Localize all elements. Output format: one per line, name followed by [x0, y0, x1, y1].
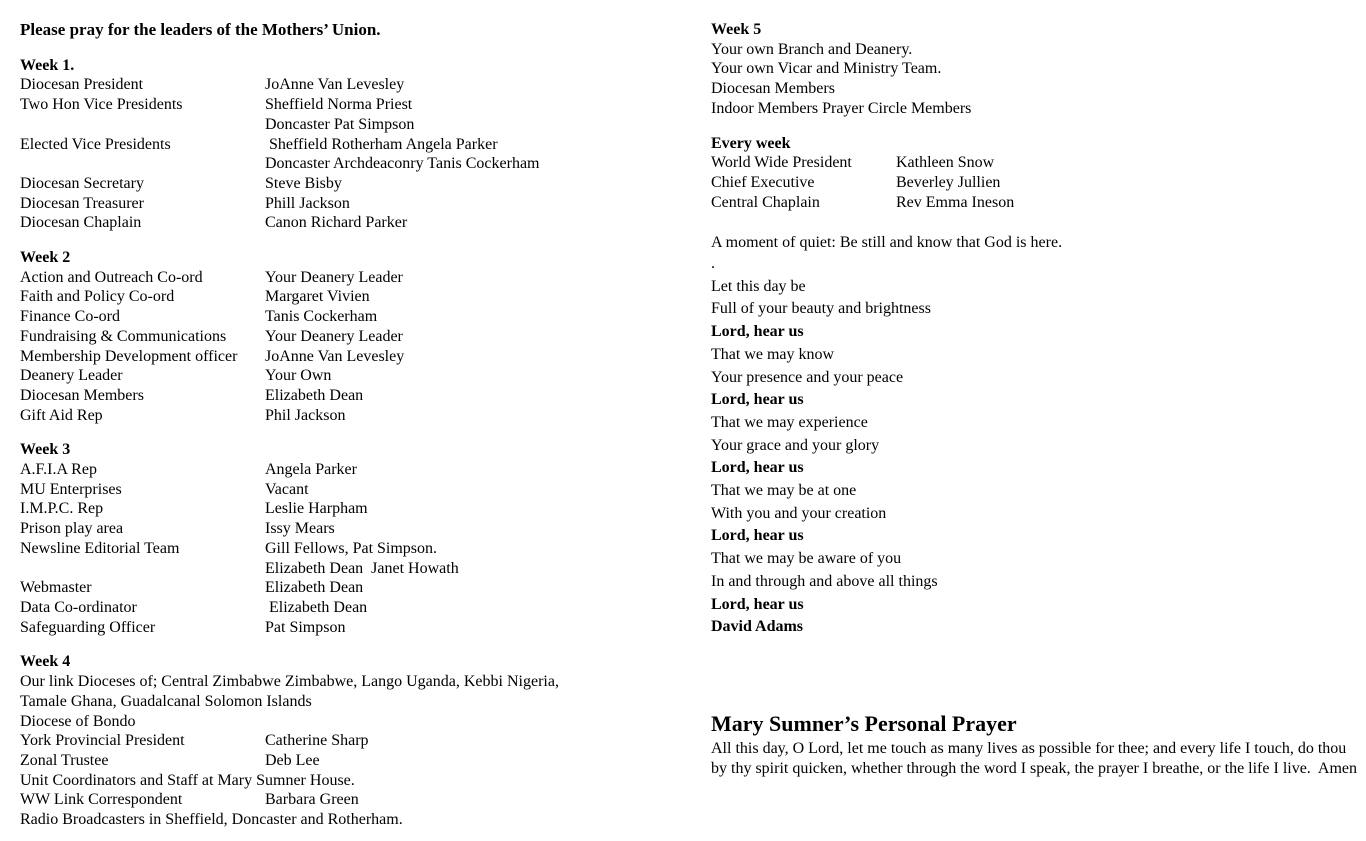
role-label: Action and Outreach Co-ord [20, 268, 203, 286]
prayer-list-row [20, 366, 688, 386]
person-name: Issy Mears [265, 520, 335, 538]
role-label: Elected Vice Presidents [20, 135, 171, 153]
prayer-line: Your presence and your peace [711, 368, 904, 386]
role-label: Faith and Policy Co-ord [20, 288, 175, 306]
person-name: Elizabeth Dean [265, 386, 364, 404]
prayer-author: David Adams [711, 618, 804, 636]
document-title: Please pray for the leaders of the Mothers’ Union. [20, 20, 381, 39]
mary-sumner-heading: Mary Sumner’s Personal Prayer [711, 710, 1017, 736]
week-2-section [20, 248, 688, 425]
prayer-line: With you and your creation [711, 504, 887, 522]
week-heading: Week 2 [20, 249, 71, 267]
role-label: Gift Aid Rep [20, 406, 103, 424]
week5-line: Your own Branch and Deanery. [711, 40, 913, 58]
prayer-list-row [20, 287, 688, 307]
role-label: Central Chaplain [711, 193, 820, 211]
prayer-list-row [20, 578, 688, 598]
week5-line: Your own Vicar and Ministry Team. [711, 60, 942, 78]
role-label [20, 115, 265, 135]
prayer-section [711, 253, 1361, 639]
week-heading: Week 1. [20, 56, 75, 74]
role-label: Fundraising & Communications [20, 327, 227, 345]
role-label: Zonal Trustee [20, 751, 109, 769]
role-label: Diocesan Chaplain [20, 214, 142, 232]
role-label: Webmaster [20, 579, 92, 597]
week5-line: Indoor Members Prayer Circle Members [711, 99, 972, 117]
prayer-list-row [20, 115, 688, 135]
person-name: Leslie Harpham [265, 500, 368, 518]
prayer-list-line: Unit Coordinators and Staff at Mary Sumner House. [20, 771, 355, 789]
week-3-section [20, 440, 688, 637]
prayer-list-row [20, 559, 688, 579]
role-label: MU Enterprises [20, 480, 122, 498]
person-name: Phill Jackson [265, 194, 350, 212]
every-week-heading: Every week [711, 134, 791, 152]
prayer-list-line: Radio Broadcasters in Sheffield, Doncaster and Rotherham. [20, 811, 403, 829]
role-label [20, 154, 265, 174]
person-name: JoAnne Van Levesley [265, 347, 405, 365]
prayer-list-row [20, 618, 688, 638]
prayer-list-row [20, 347, 688, 367]
role-label: Diocesan Treasurer [20, 194, 144, 212]
prayer-list-row [20, 213, 688, 233]
person-name: Barbara Green [265, 791, 359, 809]
person-name: Elizabeth Dean [265, 598, 368, 616]
prayer-list-row [20, 480, 688, 500]
role-label: Diocesan Members [20, 386, 144, 404]
role-label: Finance Co-ord [20, 308, 120, 326]
person-name: Angela Parker [265, 461, 357, 479]
every-week-section [711, 134, 1361, 213]
prayer-line: That we may experience [711, 413, 868, 431]
prayer-list-row [20, 194, 688, 214]
prayer-list-row [20, 95, 688, 115]
person-name: Elizabeth Dean Janet Howath [265, 559, 459, 577]
prayer-response: Lord, hear us [711, 391, 804, 409]
role-label: Data Co-ordinator [20, 598, 137, 616]
role-label: Safeguarding Officer [20, 618, 156, 636]
prayer-list-row [20, 135, 688, 155]
mary-sumner-section [711, 711, 1361, 779]
person-name: Vacant [265, 480, 309, 498]
person-name: Phil Jackson [265, 406, 346, 424]
prayer-response: Lord, hear us [711, 527, 804, 545]
prayer-line: Full of your beauty and brightness [711, 300, 931, 318]
week-heading: Week 4 [20, 653, 71, 671]
person-name: Your Deanery Leader [265, 268, 403, 286]
person-name: Deb Lee [265, 751, 320, 769]
role-label: Diocesan President [20, 76, 144, 94]
person-name: Steve Bisby [265, 174, 342, 192]
role-label [20, 559, 265, 579]
role-label: York Provincial President [20, 732, 185, 750]
role-label: Diocesan Secretary [20, 174, 144, 192]
prayer-list-row [20, 386, 688, 406]
left-column [20, 20, 688, 830]
week-4-section [20, 652, 688, 829]
prayer-list-row [20, 519, 688, 539]
prayer-list-row [711, 173, 1361, 193]
person-name: Beverley Jullien [896, 173, 1001, 191]
prayer-response: Lord, hear us [711, 595, 804, 613]
prayer-line: In and through and above all things [711, 572, 938, 590]
person-name: Sheffield Norma Priest [265, 96, 413, 114]
role-label: Membership Development officer [20, 347, 238, 365]
role-label: WW Link Correspondent [20, 791, 183, 809]
prayer-list-line: Our link Dioceses of; Central Zimbabwe Zimbabwe, Lango Uganda, Kebbi Nigeria, [20, 673, 559, 691]
role-label: Deanery Leader [20, 367, 123, 385]
person-name: JoAnne Van Levesley [265, 76, 405, 94]
person-name: Pat Simpson [265, 618, 346, 636]
person-name: Catherine Sharp [265, 732, 369, 750]
prayer-line: That we may be at one [711, 482, 857, 500]
week-1-section [20, 56, 688, 233]
prayer-list-row [20, 731, 688, 751]
prayer-line: Let this day be [711, 277, 806, 295]
prayer-list-row [20, 751, 688, 771]
prayer-line: Your grace and your glory [711, 436, 880, 454]
prayer-line: That we may be aware of you [711, 550, 902, 568]
person-name: Rev Emma Ineson [896, 193, 1015, 211]
person-name: Elizabeth Dean [265, 579, 364, 597]
week5-line: Diocesan Members [711, 80, 835, 98]
week-heading: Week 5 [711, 21, 762, 38]
person-name: Sheffield Rotherham Angela Parker [265, 135, 498, 153]
prayer-list-line: Tamale Ghana, Guadalcanal Solomon Islands [20, 692, 312, 710]
person-name: Your Deanery Leader [265, 327, 403, 345]
prayer-list-row [20, 539, 688, 559]
person-name: Gill Fellows, Pat Simpson. [265, 539, 438, 557]
prayer-response: Lord, hear us [711, 459, 804, 477]
prayer-list-row [711, 193, 1361, 213]
prayer-list-row [20, 790, 688, 810]
prayer-list-row [20, 499, 688, 519]
prayer-list-row [20, 174, 688, 194]
prayer-list-row [20, 460, 688, 480]
prayer-list-row [20, 598, 688, 618]
role-label: Chief Executive [711, 173, 815, 191]
right-column [711, 20, 1361, 779]
person-name: Kathleen Snow [896, 154, 995, 172]
person-name: Doncaster Pat Simpson [265, 115, 415, 133]
prayer-line: That we may know [711, 345, 835, 363]
mary-sumner-body: All this day, O Lord, let me touch as many lives as possible for thee; and every life I touch, do thou by thy spirit quicken, whether through the word I speak, the prayer I breathe, or the life I live. Amen [711, 739, 1358, 778]
prayer-list-row [20, 307, 688, 327]
prayer-list-row [20, 327, 688, 347]
role-label: I.M.P.C. Rep [20, 500, 104, 518]
dot-line: . [711, 255, 715, 273]
week-heading: Week 3 [20, 441, 71, 459]
role-label: Newsline Editorial Team [20, 539, 180, 557]
person-name: Your Own [265, 367, 332, 385]
prayer-list-row [20, 268, 688, 288]
person-name: Doncaster Archdeaconry Tanis Cockerham [265, 155, 540, 173]
prayer-response: Lord, hear us [711, 323, 804, 341]
prayer-list-row [20, 154, 688, 174]
role-label: World Wide President [711, 154, 852, 172]
role-label: Two Hon Vice Presidents [20, 96, 183, 114]
quiet-line: A moment of quiet: Be still and know that God is here. [711, 234, 1063, 252]
person-name: Margaret Vivien [265, 288, 370, 306]
prayer-list-row [20, 75, 688, 95]
person-name: Tanis Cockerham [265, 308, 378, 326]
week-5-section [711, 20, 1361, 119]
person-name: Canon Richard Parker [265, 214, 408, 232]
prayer-list-row [20, 406, 688, 426]
role-label: A.F.I.A Rep [20, 461, 97, 479]
prayer-list-row [711, 153, 1361, 173]
role-label: Prison play area [20, 520, 124, 538]
prayer-list-line: Diocese of Bondo [20, 712, 136, 730]
